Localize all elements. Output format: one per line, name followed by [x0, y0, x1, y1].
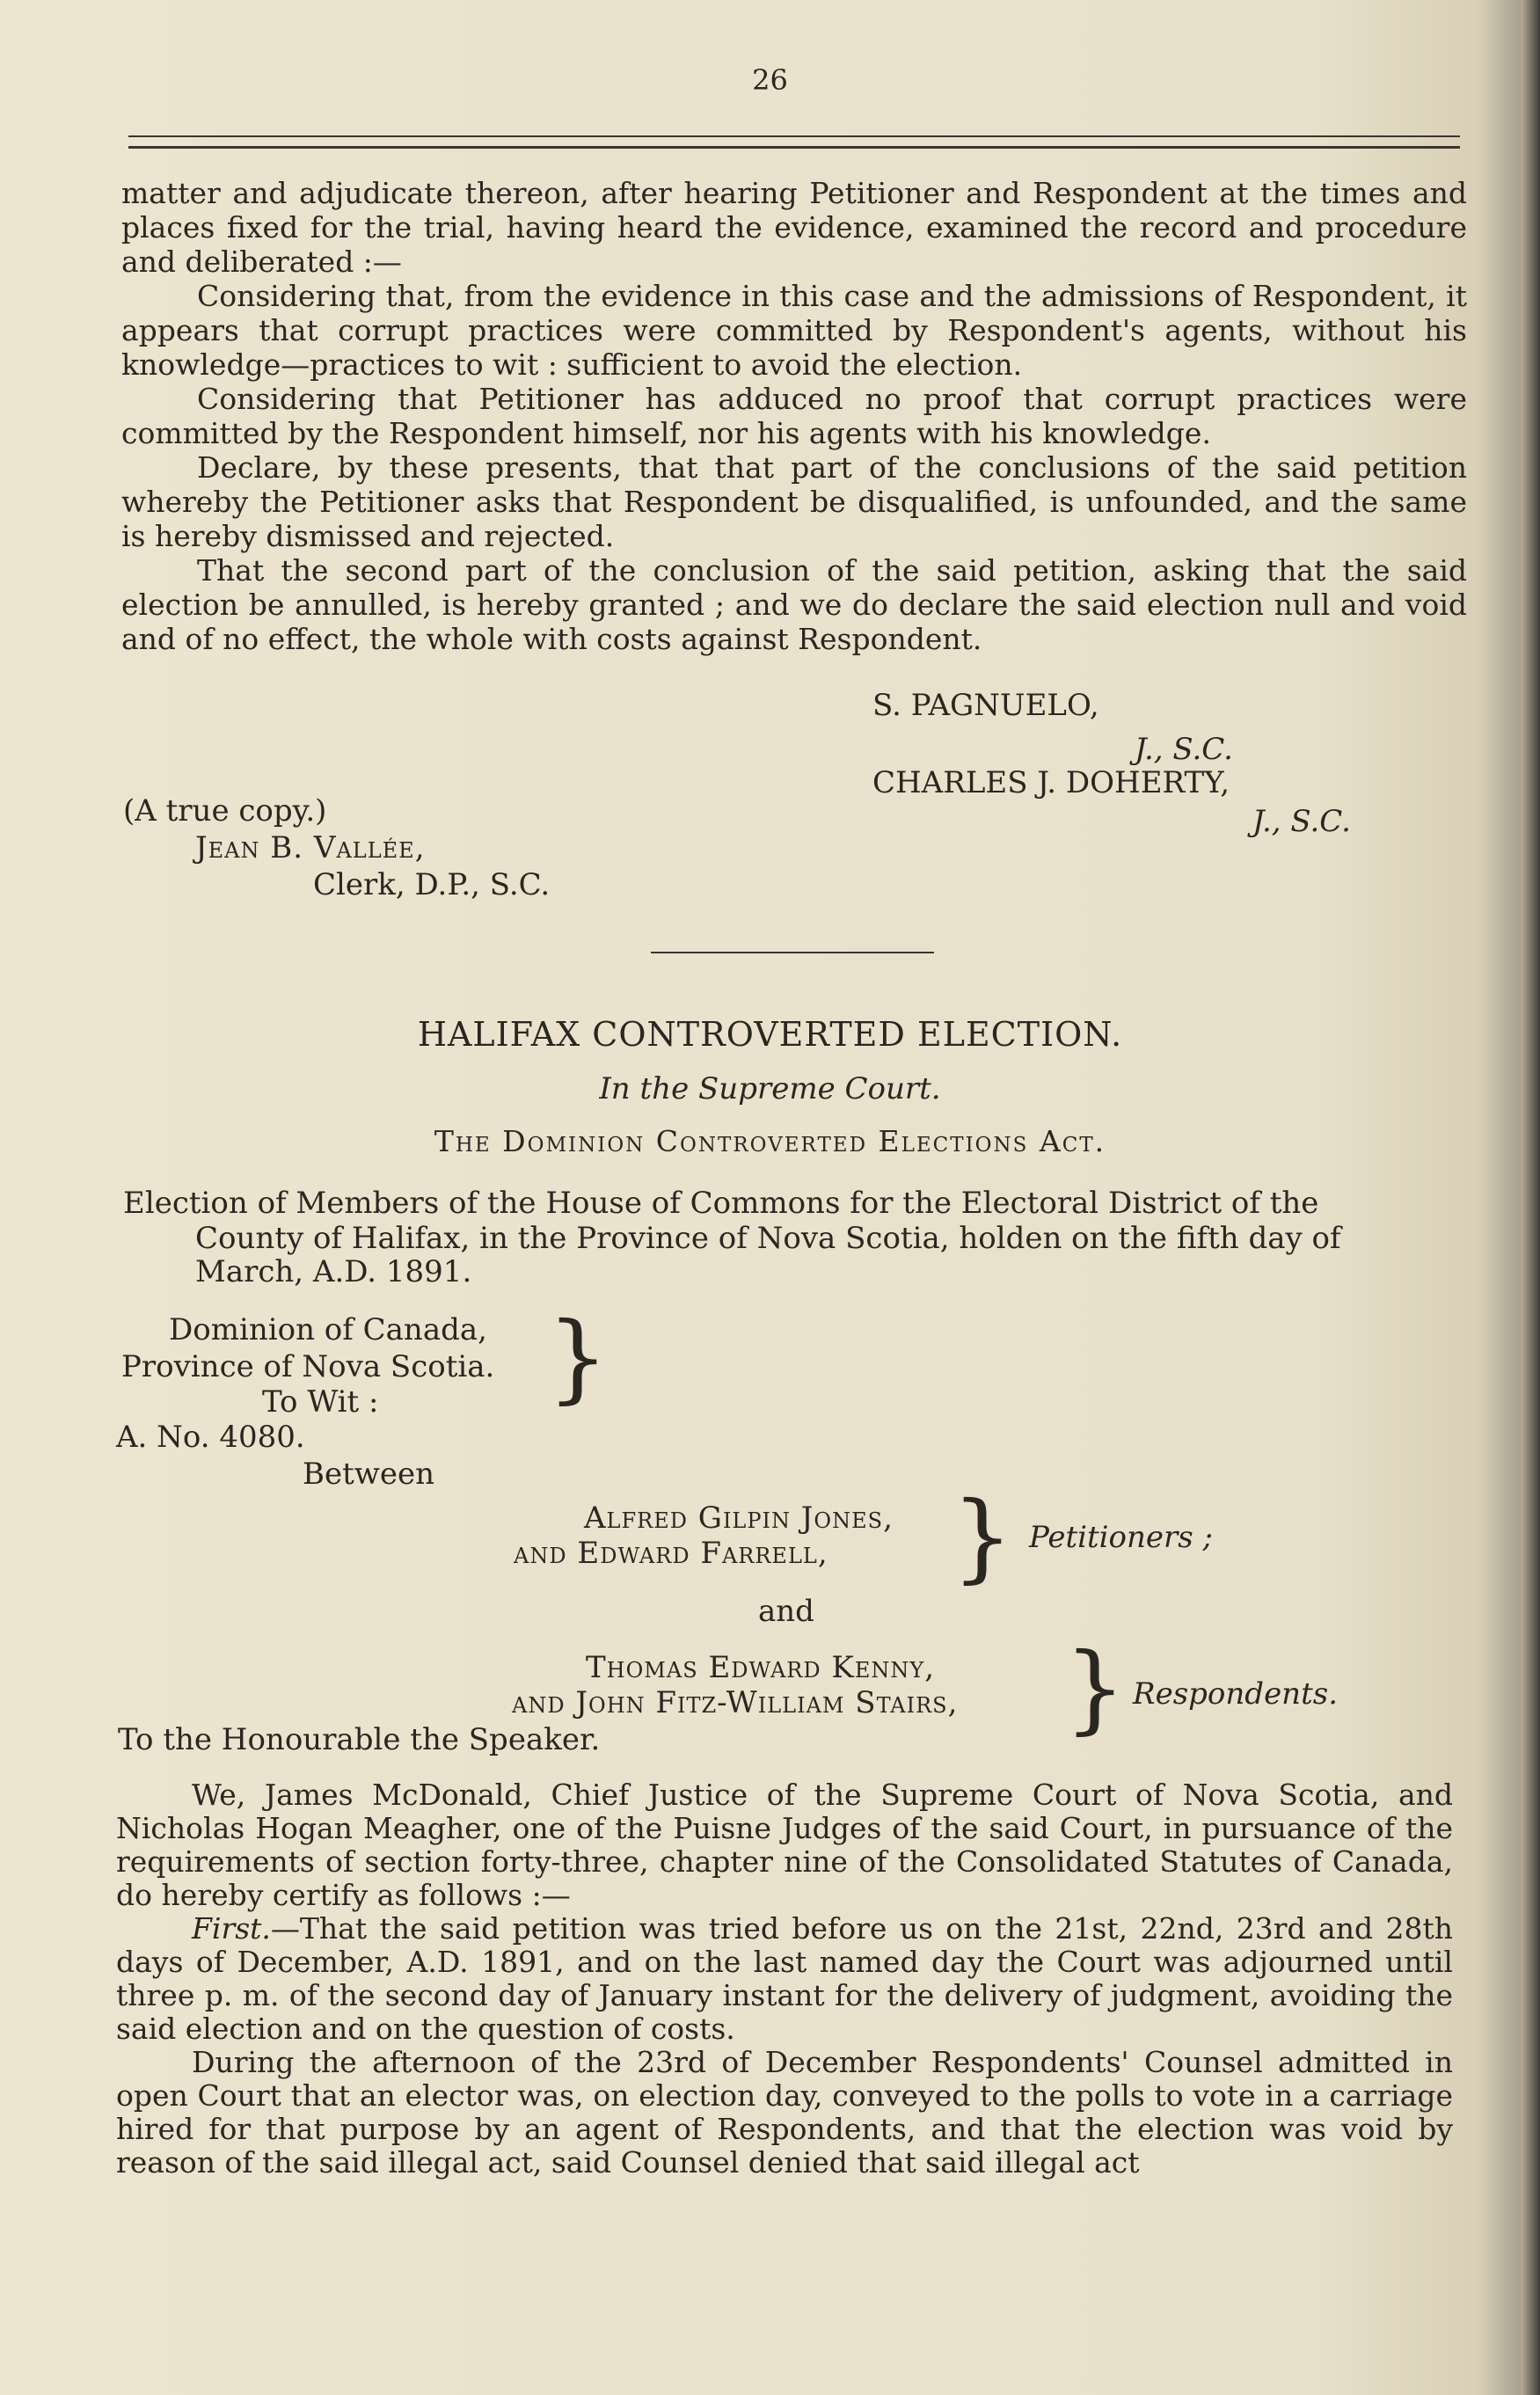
- certificate-paragraph-2: [116, 1912, 1453, 2046]
- paragraph-considering-1: Considering that, from the evidence in this case and the admissions of Respondent, it appears that corrupt practices were committed by Respondent's agents, without his knowledge—practices to wit : sufficient to avoid the election.: [121, 279, 1467, 382]
- petitioners-brace: }: [952, 1480, 1013, 1593]
- paragraph-declare: Declare, by these presents, that that part of the conclusions of the said petition whereby the Petitioner asks that Respondent be disqualified, is unfounded, and the same is hereby dismissed and rejected.: [121, 450, 1467, 553]
- court-name: In the Supreme Court.: [599, 1071, 941, 1106]
- caption-brace: }: [547, 1301, 609, 1413]
- judge2-title: J., S.C.: [1252, 804, 1351, 839]
- petitioner-2: and Edward Farrell,: [514, 1536, 828, 1571]
- judge1-title: J., S.C.: [1135, 732, 1233, 767]
- header-rule-thick: [128, 146, 1460, 149]
- election-line-1: Election of Members of the House of Commons for the Electoral District of the: [123, 1186, 1319, 1221]
- header-rule-thin: [128, 135, 1460, 137]
- certificate-paragraph-1: We, James McDonald, Chief Justice of the Supreme Court of Nova Scotia, and Nicholas Hogan Meagher, one of the Puisne Judges of the said Court, in pursuance of the requirements of section forty-three, chapter nine of the Consolidated Statutes of Canada, do hereby certify as follows :—: [116, 1778, 1453, 1912]
- first-label: First.: [192, 1911, 271, 1946]
- respondents-label: Respondents.: [1133, 1676, 1339, 1712]
- respondents-brace: }: [1064, 1632, 1126, 1744]
- caption-dominion: Dominion of Canada,: [169, 1312, 487, 1347]
- paragraph-considering-2: Considering that Petitioner has adduced no proof that corrupt practices were committed by the Respondent himself, nor his agents with his knowledge.: [121, 382, 1467, 450]
- addressee: To the Honourable the Speaker.: [118, 1722, 601, 1757]
- clerk-title: Clerk, D.P., S.C.: [313, 867, 551, 902]
- caption-to-wit: To Wit :: [262, 1384, 379, 1420]
- petitioners-label: Petitioners ;: [1029, 1520, 1213, 1555]
- case-number: A. No. 4080.: [116, 1420, 305, 1455]
- caption-province: Province of Nova Scotia.: [121, 1349, 495, 1384]
- page-number: 26: [752, 63, 788, 97]
- election-line-2: County of Halifax, in the Province of Nova Scotia, holden on the fifth day of: [195, 1221, 1341, 1256]
- certificate-paragraph-3: During the afternoon of the 23rd of December Respondents' Counsel admitted in open Court that an elector was, on election day, conveyed to the polls to vote in a carriage hired for that purpose by an agent of Respondents, and that the election was void by reason of the said illegal act, said Counsel denied that said illegal act: [116, 2045, 1453, 2180]
- section-title: HALIFAX CONTROVERTED ELECTION.: [417, 1015, 1123, 1054]
- page-edge-shadow: [1521, 0, 1540, 2395]
- petitioner-1: Alfred Gilpin Jones,: [584, 1501, 894, 1536]
- election-line-3: March, A.D. 1891.: [195, 1254, 472, 1289]
- respondent-1: Thomas Edward Kenny,: [586, 1650, 935, 1685]
- section-divider: [651, 952, 934, 953]
- paragraph-continuation: matter and adjudicate thereon, after hearing Petitioner and Respondent at the times and places fixed for the trial, having heard the evidence, examined the record and procedure and deliberated :—: [121, 176, 1467, 279]
- judgment-text: [121, 176, 1467, 656]
- respondent-2: and John Fitz-William Stairs,: [512, 1685, 959, 1720]
- certificate-text: [116, 1778, 1453, 2180]
- judge1-name: S. PAGNUELO,: [872, 688, 1099, 723]
- between-label: Between: [303, 1457, 435, 1492]
- and-label: and: [758, 1594, 814, 1629]
- clerk-name: Jean B. Vallée,: [195, 830, 426, 865]
- judge2-name: CHARLES J. DOHERTY,: [872, 765, 1230, 800]
- true-copy-note: (A true copy.): [123, 793, 327, 829]
- first-text: —That the said petition was tried before us on the 21st, 22nd, 23rd and 28th days of December, A.D. 1891, and on the last named day the Court was adjourned until three p. m. of the second day of January instant for the delivery of judgment, avoiding the said election and on the question of costs.: [116, 1911, 1453, 2046]
- paragraph-annulment: That the second part of the conclusion of the said petition, asking that the said election be annulled, is hereby granted ; and we do declare the said election null and void and of no effect, the whole with costs against Respondent.: [121, 553, 1467, 656]
- act-name: The Dominion Controverted Elections Act.: [434, 1124, 1106, 1158]
